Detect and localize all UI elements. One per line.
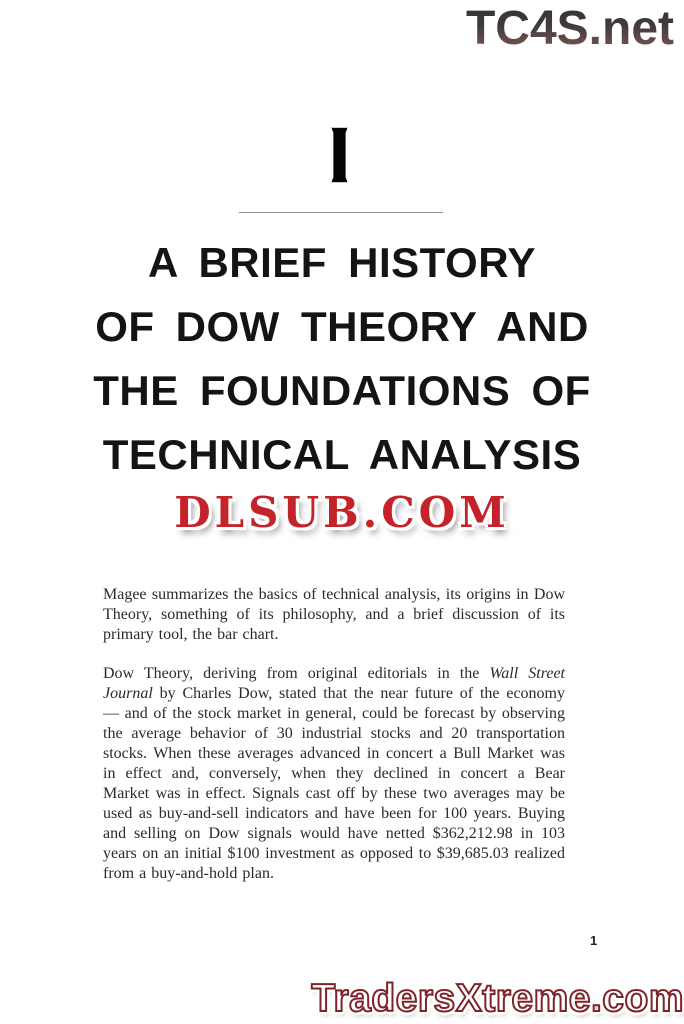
body-paragraph-2: Dow Theory, deriving from original editorials in the Wall Street Journal by Charles Dow, stated that the near future of the economy — and of the stock market in general, could be forecast by observing the average behavior of 30 industrial stocks and 20 transportation stocks. When these averages advanced in concert a Bull Market was in effect and, conversely, when they declined in concert a Bear Market was in effect. Signals cast off by these two averages may be used as buy-and-sell indicators and have been for 100 years. Buying and selling on Dow signals would have netted $362,212.98 in 103 years on an initial $100 investment as opposed to $39,685.03 realized from a buy-and-hold plan. bbox=[103, 665, 566, 882]
page-number: 1 bbox=[590, 933, 598, 948]
chapter-number bbox=[331, 127, 348, 183]
watermark-tc4s: TC4S.net bbox=[465, 2, 674, 55]
divider-rule bbox=[239, 212, 443, 213]
watermark-tradersxtreme: TradersXtreme.com bbox=[311, 977, 684, 1020]
chapter-title bbox=[0, 231, 684, 487]
title-line-3: THE FOUNDATIONS OF bbox=[93, 367, 591, 414]
title-line-2: OF DOW THEORY AND bbox=[95, 303, 589, 350]
title-line-1: A BRIEF HISTORY bbox=[148, 239, 536, 286]
watermark-dlsub: DLSUB.COM bbox=[174, 488, 510, 537]
body-paragraph-1: Magee summarizes the basics of technical analysis, its origins in Dow Theory, something of its philosophy, and a brief discussion of its primary tool, the bar chart. bbox=[103, 586, 565, 643]
title-line-4: TECHNICAL ANALYSIS bbox=[102, 431, 582, 478]
body-text bbox=[103, 585, 565, 903]
